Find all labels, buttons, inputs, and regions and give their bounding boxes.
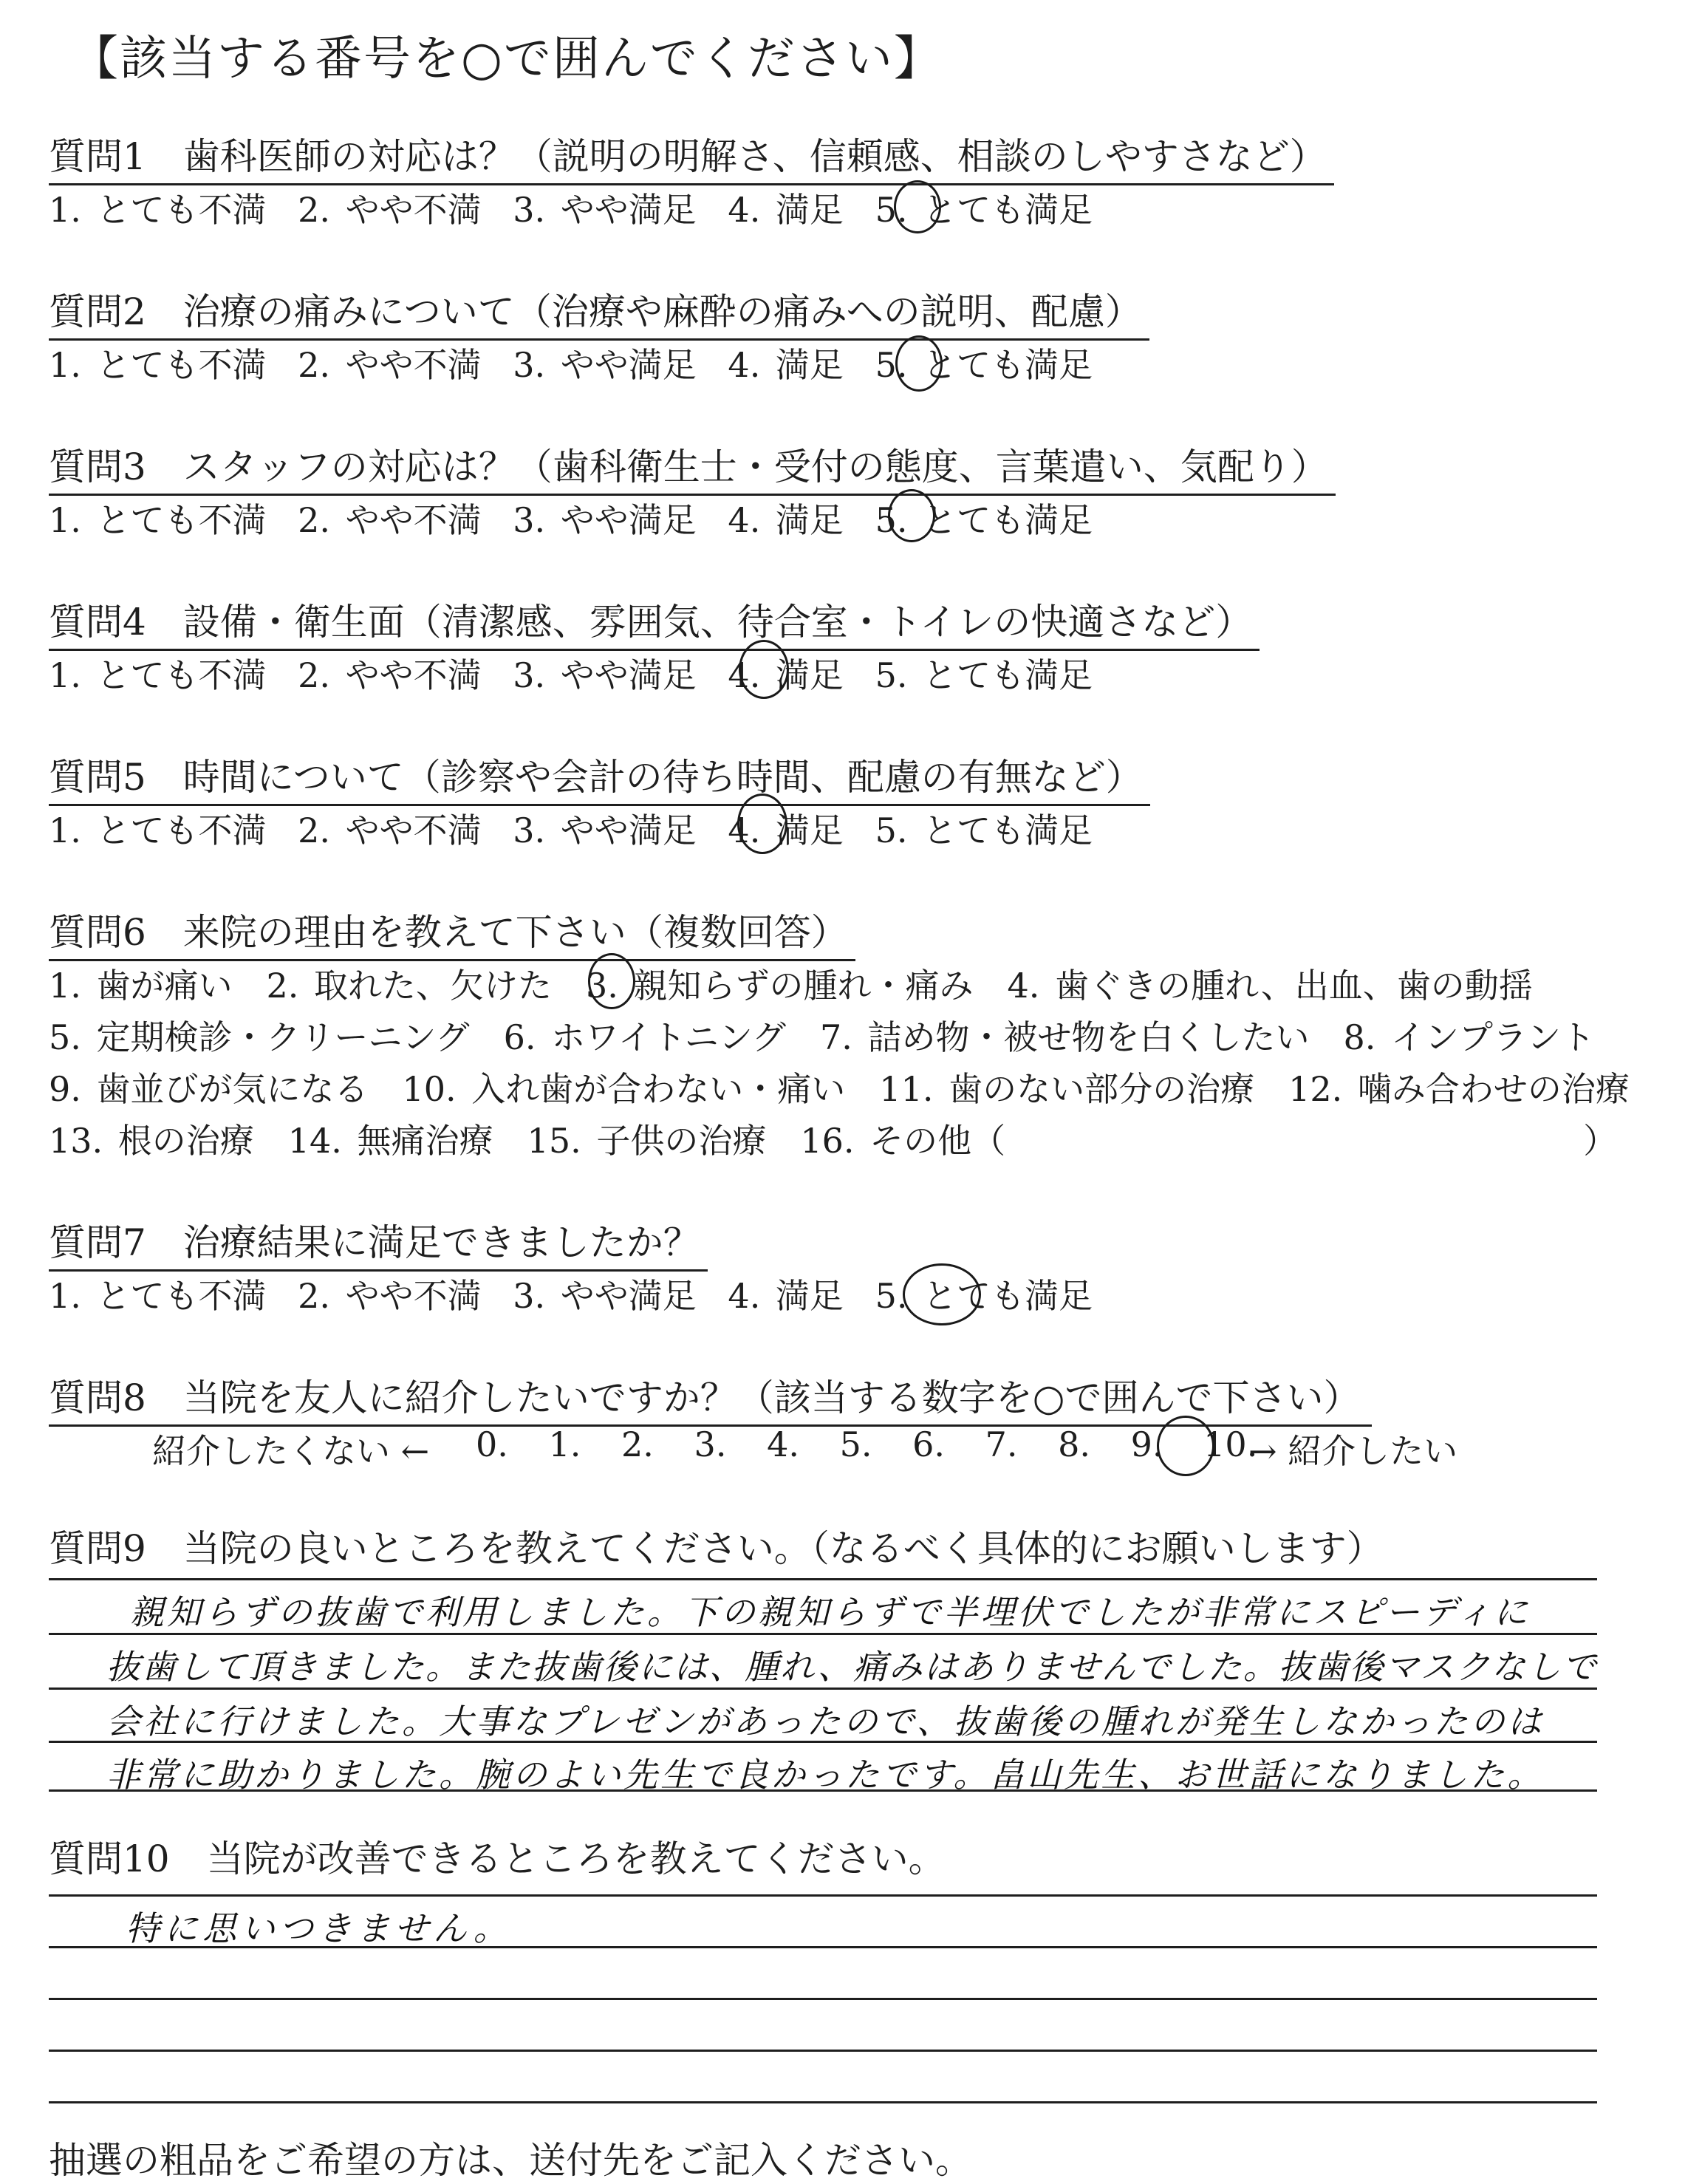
- q6-row-2[interactable]: 5. 定期検診・クリーニング 6. ホワイトニング 7. 詰め物・被せ物を白くしたい 8. インプラント: [49, 1017, 1595, 1057]
- q4-option-4[interactable]: 4. 満足: [728, 655, 844, 695]
- question-1-options: [49, 183, 1109, 232]
- question-1-label: 質問1 歯科医師の対応は？（説明の明解さ、信頼感、相談のしやすさなど）: [49, 127, 1334, 185]
- q7-option-4[interactable]: 4. 満足: [728, 1276, 844, 1316]
- q9-line-1: [49, 1578, 1597, 1580]
- question-4-label: 質問4 設備・衛生面（清潔感、雰囲気、待合室・トイレの快適さなど）: [49, 593, 1260, 651]
- q2-selection-circle: [895, 335, 943, 392]
- q8-left-label: 紹介したくない ←: [152, 1431, 430, 1471]
- q8-scale-0[interactable]: 0.: [476, 1424, 508, 1464]
- question-5-label: 質問5 時間について（診察や会計の待ち時間、配慮の有無など）: [49, 748, 1150, 806]
- q8-scale-8[interactable]: 8.: [1058, 1424, 1091, 1464]
- q7-option-3[interactable]: 3. やや満足: [513, 1276, 697, 1316]
- q10-line-4: [49, 2050, 1597, 2052]
- q6-row-4[interactable]: 13. 根の治療 14. 無痛治療 15. 子供の治療 16. その他（ ）: [49, 1121, 1618, 1161]
- q7-option-5[interactable]: 5. とても満足: [875, 1276, 1093, 1316]
- question-2-label: 質問2 治療の痛みについて（治療や麻酔の痛みへの説明、配慮）: [49, 282, 1149, 341]
- q2-option-3[interactable]: 3. やや満足: [513, 345, 697, 385]
- q8-scale-7[interactable]: 7.: [985, 1424, 1018, 1464]
- q1-selection-circle: [894, 180, 941, 233]
- q4-option-3[interactable]: 3. やや満足: [513, 655, 697, 695]
- q5-option-2[interactable]: 2. やや不満: [298, 811, 482, 850]
- q4-option-5[interactable]: 5. とても満足: [875, 655, 1093, 695]
- q2-option-5[interactable]: 5. とても満足: [875, 345, 1093, 385]
- q8-scale-5[interactable]: 5.: [839, 1424, 872, 1464]
- q7-selection-circle: [903, 1263, 981, 1325]
- q6-row-3[interactable]: 9. 歯並びが気になる 10. 入れ歯が合わない・痛い 11. 歯のない部分の治療 12. 噛み合わせの治療: [49, 1069, 1630, 1109]
- q8-scale: [476, 1424, 1257, 1464]
- q9-answer-line-1[interactable]: 親知らずの抜歯で利用しました。下の親知らずで半埋伏でしたが非常にスピーディに: [130, 1592, 1531, 1632]
- q4-option-1[interactable]: 1. とても不満: [49, 655, 267, 695]
- page-title: 【該当する番号を○で囲んでください】: [71, 32, 943, 86]
- q5-option-5[interactable]: 5. とても満足: [875, 811, 1093, 850]
- q8-selection-circle: [1157, 1416, 1214, 1476]
- q1-option-3[interactable]: 3. やや満足: [513, 190, 697, 230]
- question-4-options: [49, 649, 1109, 697]
- q1-option-5[interactable]: 5. とても満足: [875, 190, 1093, 230]
- q1-option-4[interactable]: 4. 満足: [728, 190, 844, 230]
- q8-scale-2[interactable]: 2.: [621, 1424, 654, 1464]
- q3-option-1[interactable]: 1. とても不満: [49, 500, 267, 540]
- q3-option-5[interactable]: 5. とても満足: [875, 500, 1093, 540]
- q8-scale-4[interactable]: 4.: [767, 1424, 799, 1464]
- question-7-label: 質問7 治療結果に満足できましたか？: [49, 1213, 708, 1272]
- q4-option-2[interactable]: 2. やや不満: [298, 655, 482, 695]
- q8-scale-3[interactable]: 3.: [694, 1424, 727, 1464]
- q8-scale-6[interactable]: 6.: [912, 1424, 945, 1464]
- q10-answer[interactable]: 特に思いつきません。: [126, 1908, 512, 1948]
- question-5-options: [49, 804, 1109, 853]
- q10-line-1: [49, 1894, 1597, 1897]
- q7-option-1[interactable]: 1. とても不満: [49, 1276, 267, 1316]
- question-3-label: 質問3 スタッフの対応は？（歯科衛生士・受付の態度、言葉遣い、気配り）: [49, 437, 1336, 496]
- q8-scale-1[interactable]: 1.: [548, 1424, 581, 1464]
- q2-option-2[interactable]: 2. やや不満: [298, 345, 482, 385]
- q10-line-5: [49, 2101, 1597, 2103]
- q5-selection-circle: [737, 794, 787, 854]
- q2-option-4[interactable]: 4. 満足: [728, 345, 844, 385]
- q3-option-4[interactable]: 4. 満足: [728, 500, 844, 540]
- q9-answer-line-2[interactable]: 抜歯して頂きました。また抜歯後には、腫れ、痛みはありませんでした。抜歯後マスクなしで: [106, 1647, 1598, 1687]
- q3-selection-circle: [888, 489, 935, 542]
- q5-option-4[interactable]: 4. 満足: [728, 811, 844, 850]
- q3-option-3[interactable]: 3. やや満足: [513, 500, 697, 540]
- q8-scale-10[interactable]: 10.: [1203, 1424, 1258, 1464]
- q10-line-3: [49, 1998, 1597, 2000]
- question-6-label: 質問6 来院の理由を教えて下さい（複数回答）: [49, 903, 855, 961]
- q9-answer-line-3[interactable]: 会社に行けました。大事なプレゼンがあったので、抜歯後の腫れが発生しなかったのは: [106, 1702, 1545, 1741]
- q8-scale-9[interactable]: 9.: [1130, 1424, 1163, 1464]
- q5-option-3[interactable]: 3. やや満足: [513, 811, 697, 850]
- q1-option-2[interactable]: 2. やや不満: [298, 190, 482, 230]
- q5-option-1[interactable]: 1. とても不満: [49, 811, 267, 850]
- q1-option-1[interactable]: 1. とても不満: [49, 190, 267, 230]
- question-10-label: 質問10 当院が改善できるところを教えてください。: [49, 1837, 946, 1880]
- q6-selection-circle: [588, 953, 635, 1009]
- question-8-label: 質問8 当院を友人に紹介したいですか？（該当する数字を○で囲んで下さい）: [49, 1368, 1372, 1427]
- q8-right-label: → 紹介したい: [1248, 1431, 1458, 1471]
- footer-note: 抽選の粗品をご希望の方は、送付先をご記入ください。: [49, 2139, 972, 2182]
- q7-option-2[interactable]: 2. やや不満: [298, 1276, 482, 1316]
- question-2-options: [49, 338, 1109, 387]
- q6-row-1[interactable]: 1. 歯が痛い 2. 取れた、欠けた 3. 親知らずの腫れ・痛み 4. 歯ぐきの腫れ、出血、歯の動揺: [49, 966, 1533, 1006]
- question-9-label: 質問9 当院の良いところを教えてください。（なるべく具体的にお願いします）: [49, 1527, 1384, 1570]
- q2-option-1[interactable]: 1. とても不満: [49, 345, 267, 385]
- q9-answer-line-4[interactable]: 非常に助かりました。腕のよい先生で良かったです。畠山先生、お世話になりました。: [106, 1755, 1545, 1795]
- question-3-options: [49, 494, 1109, 542]
- q3-option-2[interactable]: 2. やや不満: [298, 500, 482, 540]
- q4-selection-circle: [739, 640, 789, 699]
